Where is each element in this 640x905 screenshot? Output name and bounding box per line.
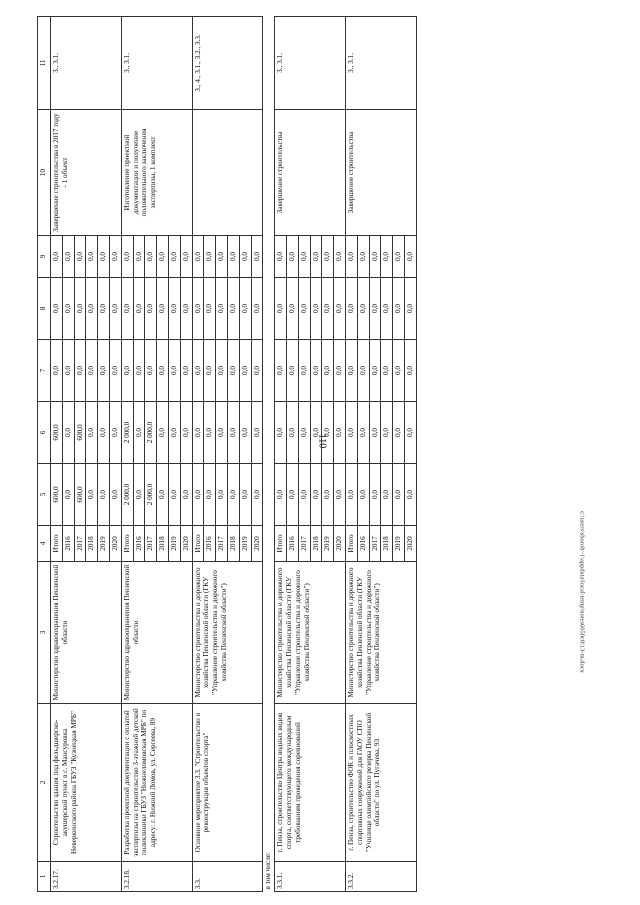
year-cell: 2016	[204, 526, 216, 562]
amount-cell: 0,0	[227, 464, 239, 526]
item-name: г. Пенза, строительство ФОК и плоскостных спортивных сооружений для ГАОУ СПО "Училище олимпийского резерва Пензенской области" по ул. Пугачева, 93	[345, 704, 416, 862]
amount-cell: 0,0	[86, 340, 98, 402]
amount-cell: 0,0	[275, 278, 287, 340]
amount-cell: 0,0	[204, 340, 216, 402]
amount-cell: 0,0	[157, 236, 169, 278]
year-cell: 2017	[74, 526, 86, 562]
amount-cell: 0,0	[51, 236, 63, 278]
amount-cell: 0,0	[121, 236, 133, 278]
amount-cell: 0,0	[86, 278, 98, 340]
amount-cell: 0,0	[62, 278, 74, 340]
amount-cell: 0,0	[393, 340, 405, 402]
amount-cell: 0,0	[334, 278, 346, 340]
year-cell: 2017	[216, 526, 228, 562]
amount-cell: 0,0	[286, 402, 298, 464]
amount-cell: 0,0	[109, 402, 121, 464]
amount-cell: 0,0	[109, 464, 121, 526]
amount-cell: 0,0	[381, 402, 393, 464]
item-number: 3.3.2.	[345, 862, 416, 892]
footer-file-path: c:\users\sboroh~1\appdata\local\temp\notes6050c8\13-m.docx	[578, 511, 586, 673]
amount-cell: 0,0	[168, 402, 180, 464]
amount-cell: 0,0	[322, 402, 334, 464]
column-header: 7	[38, 340, 51, 402]
amount-cell: 0,0	[393, 278, 405, 340]
amount-cell: 0,0	[381, 278, 393, 340]
amount-cell: 0,0	[227, 340, 239, 402]
item-result: Изготовление проектной документации и получение положительного заключения экспертизы, 1 комплект	[121, 110, 192, 236]
amount-cell: 0,0	[298, 402, 310, 464]
amount-cell: 0,0	[145, 278, 157, 340]
amount-cell: 0,0	[357, 464, 369, 526]
amount-cell: 600,0	[74, 402, 86, 464]
amount-cell: 0,0	[74, 340, 86, 402]
amount-cell: 0,0	[286, 340, 298, 402]
amount-cell: 0,0	[121, 278, 133, 340]
table-row	[192, 17, 204, 892]
amount-cell: 0,0	[334, 464, 346, 526]
amount-cell: 0,0	[133, 402, 145, 464]
amount-cell: 0,0	[310, 340, 322, 402]
amount-cell: 0,0	[145, 340, 157, 402]
item-number: 3.2.18.	[121, 862, 192, 892]
amount-cell: 0,0	[298, 340, 310, 402]
year-cell: Итого	[121, 526, 133, 562]
item-executor: Министерство строительства и дорожного хозяйства Пензенской области (ГКУ "Управление строительства и дорожного хозяйства Пензенской области")	[345, 562, 416, 704]
item-result: Завершение строительства	[275, 110, 346, 236]
amount-cell: 0,0	[168, 278, 180, 340]
amount-cell: 0,0	[109, 236, 121, 278]
amount-cell: 0,0	[216, 340, 228, 402]
amount-cell: 0,0	[345, 278, 357, 340]
amount-cell: 0,0	[74, 236, 86, 278]
amount-cell: 0,0	[251, 278, 263, 340]
amount-cell: 0,0	[133, 340, 145, 402]
amount-cell: 0,0	[345, 464, 357, 526]
amount-cell: 0,0	[239, 278, 251, 340]
year-cell: 2017	[369, 526, 381, 562]
column-header: 10	[38, 110, 51, 236]
year-cell: 2019	[239, 526, 251, 562]
amount-cell: 0,0	[227, 278, 239, 340]
subheading-label: в том числе:	[263, 17, 275, 892]
item-result: Завершение строительства	[345, 110, 416, 236]
program-table	[37, 16, 417, 892]
year-cell: 2019	[393, 526, 405, 562]
amount-cell: 0,0	[275, 402, 287, 464]
item-indicator: 3., 3.1.	[51, 17, 122, 110]
column-header: 11	[38, 17, 51, 110]
year-cell: 2018	[86, 526, 98, 562]
amount-cell: 0,0	[98, 402, 110, 464]
year-cell: 2019	[322, 526, 334, 562]
amount-cell: 0,0	[51, 278, 63, 340]
amount-cell: 0,0	[251, 236, 263, 278]
amount-cell: 0,0	[404, 340, 416, 402]
amount-cell: 0,0	[62, 236, 74, 278]
item-result	[192, 110, 263, 236]
amount-cell: 0,0	[381, 464, 393, 526]
year-cell: 2020	[334, 526, 346, 562]
amount-cell: 0,0	[369, 464, 381, 526]
item-number: 3.3.	[192, 862, 263, 892]
amount-cell: 0,0	[393, 464, 405, 526]
amount-cell: 0,0	[286, 278, 298, 340]
amount-cell: 0,0	[180, 236, 192, 278]
item-name: Разработка проектной документации с оплатой экспертизы на строительство 3-этажной детской поликлиники ГБУЗ "Нижнеломовская МРБ" по адресу: г. Нижний Ломов, ул. Сергеева, 89	[121, 704, 192, 862]
table-row	[51, 17, 63, 892]
year-cell: 2020	[180, 526, 192, 562]
amount-cell: 0,0	[157, 464, 169, 526]
year-cell: 2016	[62, 526, 74, 562]
column-header: 4	[38, 526, 51, 562]
column-header: 2	[38, 704, 51, 862]
item-name: г. Пенза, строительство Центра водных видов спорта, соответствующего международным требованиям проведения соревнований	[275, 704, 346, 862]
subheading-row	[263, 17, 275, 892]
item-indicator: 3., 4., 3.1., 3.2., 3.3.	[192, 17, 263, 110]
amount-cell: 0,0	[216, 278, 228, 340]
amount-cell: 0,0	[310, 236, 322, 278]
year-cell: 2020	[251, 526, 263, 562]
amount-cell: 0,0	[369, 340, 381, 402]
table-row	[121, 17, 133, 892]
amount-cell: 0,0	[286, 464, 298, 526]
amount-cell: 0,0	[322, 340, 334, 402]
amount-cell: 0,0	[334, 340, 346, 402]
amount-cell: 0,0	[204, 402, 216, 464]
amount-cell: 0,0	[322, 236, 334, 278]
amount-cell: 0,0	[239, 402, 251, 464]
amount-cell: 0,0	[404, 464, 416, 526]
amount-cell: 0,0	[204, 464, 216, 526]
item-executor: Министерство здравоохранения Пензенской области	[51, 562, 122, 704]
amount-cell: 0,0	[98, 236, 110, 278]
amount-cell: 0,0	[121, 340, 133, 402]
amount-cell: 0,0	[133, 236, 145, 278]
amount-cell: 0,0	[192, 278, 204, 340]
amount-cell: 2 000,0	[145, 402, 157, 464]
year-cell: 2019	[168, 526, 180, 562]
year-cell: Итого	[51, 526, 63, 562]
item-executor: Министерство строительства и дорожного хозяйства Пензенской области (ГКУ "Управление строительства и дорожного хозяйства Пензенской области")	[275, 562, 346, 704]
amount-cell: 0,0	[192, 236, 204, 278]
amount-cell: 0,0	[251, 464, 263, 526]
column-header: 9	[38, 236, 51, 278]
year-cell: 2018	[227, 526, 239, 562]
amount-cell: 600,0	[51, 464, 63, 526]
amount-cell: 0,0	[404, 402, 416, 464]
amount-cell: 0,0	[168, 340, 180, 402]
amount-cell: 0,0	[239, 340, 251, 402]
amount-cell: 0,0	[62, 340, 74, 402]
amount-cell: 0,0	[334, 236, 346, 278]
column-header: 1	[38, 862, 51, 892]
year-cell: Итого	[275, 526, 287, 562]
amount-cell: 2 000,0	[145, 464, 157, 526]
column-header: 5	[38, 464, 51, 526]
amount-cell: 600,0	[74, 464, 86, 526]
amount-cell: 0,0	[62, 464, 74, 526]
amount-cell: 0,0	[216, 236, 228, 278]
amount-cell: 0,0	[404, 236, 416, 278]
amount-cell: 0,0	[86, 464, 98, 526]
amount-cell: 0,0	[86, 236, 98, 278]
amount-cell: 0,0	[109, 340, 121, 402]
column-number-row	[38, 17, 51, 892]
year-cell: 2018	[381, 526, 393, 562]
amount-cell: 0,0	[345, 402, 357, 464]
amount-cell: 0,0	[345, 236, 357, 278]
amount-cell: 0,0	[393, 236, 405, 278]
item-indicator: 3., 3.1.	[275, 17, 346, 110]
amount-cell: 0,0	[98, 464, 110, 526]
year-cell: 2020	[404, 526, 416, 562]
year-cell: 2020	[109, 526, 121, 562]
table-row	[345, 17, 357, 892]
amount-cell: 0,0	[157, 340, 169, 402]
item-indicator: 3., 3.1.	[121, 17, 192, 110]
table-row	[275, 17, 287, 892]
amount-cell: 0,0	[239, 236, 251, 278]
amount-cell: 600,0	[51, 402, 63, 464]
amount-cell: 0,0	[310, 278, 322, 340]
amount-cell: 0,0	[393, 402, 405, 464]
amount-cell: 0,0	[251, 402, 263, 464]
rotated-table-sheet	[37, 17, 633, 892]
amount-cell: 2 000,0	[121, 464, 133, 526]
amount-cell: 0,0	[133, 464, 145, 526]
item-name: Основное мероприятие 3.3. "Строительство и реконструкция объектов спорта"	[192, 704, 263, 862]
amount-cell: 0,0	[180, 278, 192, 340]
amount-cell: 2 000,0	[121, 402, 133, 464]
page-number: 110	[316, 433, 328, 449]
amount-cell: 0,0	[381, 236, 393, 278]
amount-cell: 0,0	[168, 464, 180, 526]
column-header: 6	[38, 402, 51, 464]
year-cell: 2016	[286, 526, 298, 562]
amount-cell: 0,0	[180, 402, 192, 464]
amount-cell: 0,0	[216, 464, 228, 526]
amount-cell: 0,0	[369, 402, 381, 464]
item-number: 3.2.17.	[51, 862, 122, 892]
amount-cell: 0,0	[109, 278, 121, 340]
item-executor: Министерство строительства и дорожного хозяйства Пензенской области (ГКУ "Управление строительства и дорожного хозяйства Пензенской области")	[192, 562, 263, 704]
year-cell: 2016	[357, 526, 369, 562]
amount-cell: 0,0	[298, 278, 310, 340]
amount-cell: 0,0	[357, 278, 369, 340]
amount-cell: 0,0	[180, 340, 192, 402]
amount-cell: 0,0	[204, 278, 216, 340]
amount-cell: 0,0	[381, 340, 393, 402]
amount-cell: 0,0	[216, 402, 228, 464]
amount-cell: 0,0	[51, 340, 63, 402]
amount-cell: 0,0	[168, 236, 180, 278]
amount-cell: 0,0	[275, 236, 287, 278]
amount-cell: 0,0	[275, 464, 287, 526]
amount-cell: 0,0	[334, 402, 346, 464]
item-executor: Министерство здравоохранения Пензенской области	[121, 562, 192, 704]
amount-cell: 0,0	[86, 402, 98, 464]
year-cell: 2018	[310, 526, 322, 562]
item-result: Завершение строительства в 2017 году - 1 объект	[51, 110, 122, 236]
amount-cell: 0,0	[227, 402, 239, 464]
year-cell: 2016	[133, 526, 145, 562]
amount-cell: 0,0	[275, 340, 287, 402]
amount-cell: 0,0	[98, 278, 110, 340]
amount-cell: 0,0	[322, 278, 334, 340]
year-cell: 2017	[145, 526, 157, 562]
amount-cell: 0,0	[251, 340, 263, 402]
amount-cell: 0,0	[310, 464, 322, 526]
amount-cell: 0,0	[322, 464, 334, 526]
item-number: 3.3.1.	[275, 862, 346, 892]
amount-cell: 0,0	[74, 278, 86, 340]
amount-cell: 0,0	[404, 278, 416, 340]
item-name: Строительство здания под фельдшерско-акушерский пункт в с. Мансуровка Неверкинского района ГБУЗ "Кузнецкая МРБ"	[51, 704, 122, 862]
amount-cell: 0,0	[145, 236, 157, 278]
amount-cell: 0,0	[357, 402, 369, 464]
year-cell: Итого	[345, 526, 357, 562]
item-indicator: 3., 3.1.	[345, 17, 416, 110]
amount-cell: 0,0	[62, 402, 74, 464]
year-cell: 2019	[98, 526, 110, 562]
amount-cell: 0,0	[227, 236, 239, 278]
amount-cell: 0,0	[298, 464, 310, 526]
amount-cell: 0,0	[192, 402, 204, 464]
amount-cell: 0,0	[345, 340, 357, 402]
amount-cell: 0,0	[98, 340, 110, 402]
year-cell: Итого	[192, 526, 204, 562]
amount-cell: 0,0	[369, 278, 381, 340]
column-header: 3	[38, 562, 51, 704]
amount-cell: 0,0	[357, 236, 369, 278]
year-cell: 2018	[157, 526, 169, 562]
amount-cell: 0,0	[192, 464, 204, 526]
amount-cell: 0,0	[180, 464, 192, 526]
amount-cell: 0,0	[157, 278, 169, 340]
amount-cell: 0,0	[192, 340, 204, 402]
amount-cell: 0,0	[369, 236, 381, 278]
amount-cell: 0,0	[239, 464, 251, 526]
amount-cell: 0,0	[204, 236, 216, 278]
amount-cell: 0,0	[286, 236, 298, 278]
amount-cell: 0,0	[157, 402, 169, 464]
amount-cell: 0,0	[298, 236, 310, 278]
column-header: 8	[38, 278, 51, 340]
amount-cell: 0,0	[357, 340, 369, 402]
amount-cell: 0,0	[310, 402, 322, 464]
year-cell: 2017	[298, 526, 310, 562]
amount-cell: 0,0	[133, 278, 145, 340]
